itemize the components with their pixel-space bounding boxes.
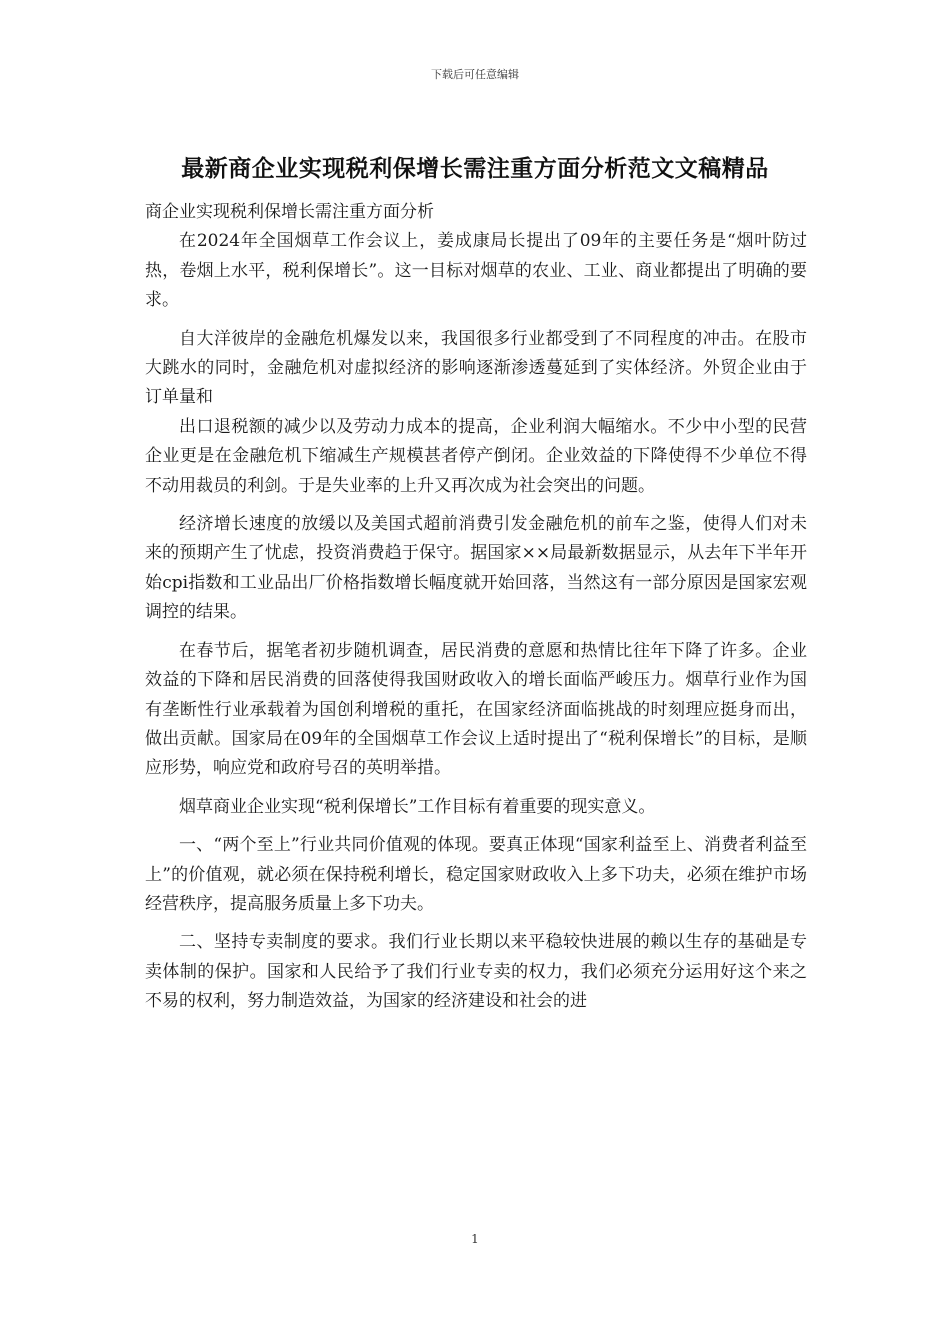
paragraph: 在春节后，据笔者初步随机调查，居民消费的意愿和热情比往年下降了许多。企业效益的下降和居民消费的回落使得我国财政收入的增长面临严峻压力。烟草行业作为国有垄断性行业承载着为国创利增税的重托，在国家经济面临挑战的时刻理应挺身而出，做出贡献。国家局在09年的全国烟草工作会议上适时提出了“税利保增长”的目标，是顺应形势，响应党和政府号召的英明举措。 [145, 640, 807, 779]
document-title: 最新商企业实现税利保增长需注重方面分析范文文稿精品 [181, 156, 769, 182]
document-subtitle: 商企业实现税利保增长需注重方面分析 [145, 202, 434, 222]
document-body [145, 198, 807, 1026]
paragraph: 烟草商业企业实现“税利保增长”工作目标有着重要的现实意义。 [179, 796, 656, 817]
page-number: 1 [471, 1232, 479, 1246]
paragraph: 一、“两个至上”行业共同价值观的体现。要真正体现“国家利益至上、消费者利益至上”的价值观，就必须在保持税利增长，稳定国家财政收入上多下功夫，必须在维护市场经营秩序，提高服务质量上多下功夫。 [145, 835, 807, 914]
paragraph: 在2024年全国烟草工作会议上，姜成康局长提出了09年的主要任务是“烟叶防过热，卷烟上水平，税利保增长”。这一目标对烟草的农业、工业、商业都提出了明确的要求。 [145, 231, 807, 311]
paragraph: 出口退税额的减少以及劳动力成本的提高，企业利润大幅缩水。不少中小型的民营企业更是在金融危机下缩减生产规模甚者停产倒闭。企业效益的下降使得不少单位不得不动用裁员的利剑。于是失业率的上升又再次成为社会突出的问题。 [145, 416, 807, 496]
header-note: 下载后可任意编辑 [431, 68, 519, 81]
paragraph: 自大洋彼岸的金融危机爆发以来，我国很多行业都受到了不同程度的冲击。在股市大跳水的同时，金融危机对虚拟经济的影响逐渐渗透蔓延到了实体经济。外贸企业由于订单量和 [145, 328, 807, 408]
paragraph: 经济增长速度的放缓以及美国式超前消费引发金融危机的前车之鉴，使得人们对未来的预期产生了忧虑，投资消费趋于保守。据国家××局最新数据显示，从去年下半年开始cpi指数和工业品出厂价格指数增长幅度就开始回落，当然这有一部分原因是国家宏观调控的结果。 [145, 514, 807, 623]
paragraph: 二、坚持专卖制度的要求。我们行业长期以来平稳较快进展的赖以生存的基础是专卖体制的保护。国家和人民给予了我们行业专卖的权力，我们必须充分运用好这个来之不易的权利，努力制造效益，为国家的经济建设和社会的进 [145, 932, 807, 1012]
